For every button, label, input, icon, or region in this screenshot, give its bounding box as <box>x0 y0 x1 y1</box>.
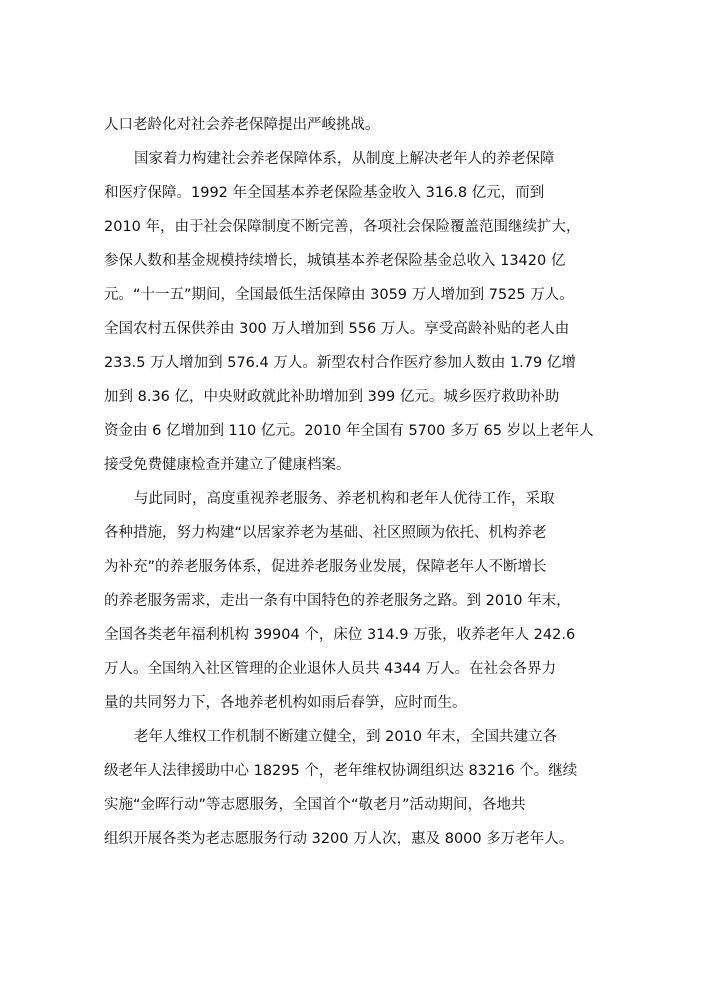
text-line: 为补充”的养老服务体系，促进养老服务业发展，保障老年人不断增长 <box>104 559 547 575</box>
paragraph-start-line: 老年人维权工作机制不断建立健全，到 2010 年末，全国共建立各 <box>134 729 558 745</box>
text-line: 各种措施，努力构建“以居家养老为基础、社区照顾为依托、机构养老 <box>104 525 547 541</box>
text-line: 233.5 万人增加到 576.4 万人。新型农村合作医疗参加人数由 1.79 亿增 <box>104 355 576 371</box>
text-line: 2010 年，由于社会保障制度不断完善，各项社会保险覆盖范围继续扩大， <box>104 219 581 235</box>
document-body <box>104 108 624 856</box>
text-line: 加到 8.36 亿，中央财政就此补助增加到 399 亿元。城乡医疗救助补助 <box>104 389 560 405</box>
text-line: 级老年人法律援助中心 18295 个，老年维权协调组织达 83216 个。继续 <box>104 763 578 779</box>
text-line: 人口老龄化对社会养老保障提出严峻挑战。 <box>104 117 380 133</box>
text-line: 元。“十一五”期间，全国最低生活保障由 3059 万人增加到 7525 万人。 <box>104 287 574 303</box>
text-line: 组织开展各类为老志愿服务行动 3200 万人次，惠及 8000 多万老年人。 <box>104 831 574 847</box>
paragraph-start-line: 与此同时，高度重视养老服务、养老机构和老年人优待工作，采取 <box>134 491 555 507</box>
text-line: 全国农村五保供养由 300 万人增加到 556 万人。享受高龄补贴的老人由 <box>104 321 570 337</box>
text-line: 量的共同努力下，各地养老机构如雨后春笋，应时而生。 <box>104 695 467 711</box>
text-line: 接受免费健康检查并建立了健康档案。 <box>104 457 351 473</box>
paragraph-start-line: 国家着力构建社会养老保障体系，从制度上解决老年人的养老保障 <box>134 151 555 167</box>
text-line: 参保人数和基金规模持续增长，城镇基本养老保险基金总收入 13420 亿 <box>104 253 566 269</box>
text-line: 的养老服务需求，走出一条有中国特色的养老服务之路。到 2010 年末， <box>104 593 571 609</box>
text-line: 实施“金晖行动”等志愿服务，全国首个“敬老月”活动期间，各地共 <box>104 797 526 813</box>
text-line: 和医疗保障。1992 年全国基本养老保险基金收入 316.8 亿元，而到 <box>104 185 545 201</box>
text-line: 万人。全国纳入社区管理的企业退休人员共 4344 万人。在社会各界力 <box>104 661 557 677</box>
text-line: 资金由 6 亿增加到 110 亿元。2010 年全国有 5700 多万 65 岁以上老年人 <box>104 423 594 439</box>
text-line: 全国各类老年福利机构 39904 个，床位 314.9 万张，收养老年人 242.6 <box>104 627 576 643</box>
